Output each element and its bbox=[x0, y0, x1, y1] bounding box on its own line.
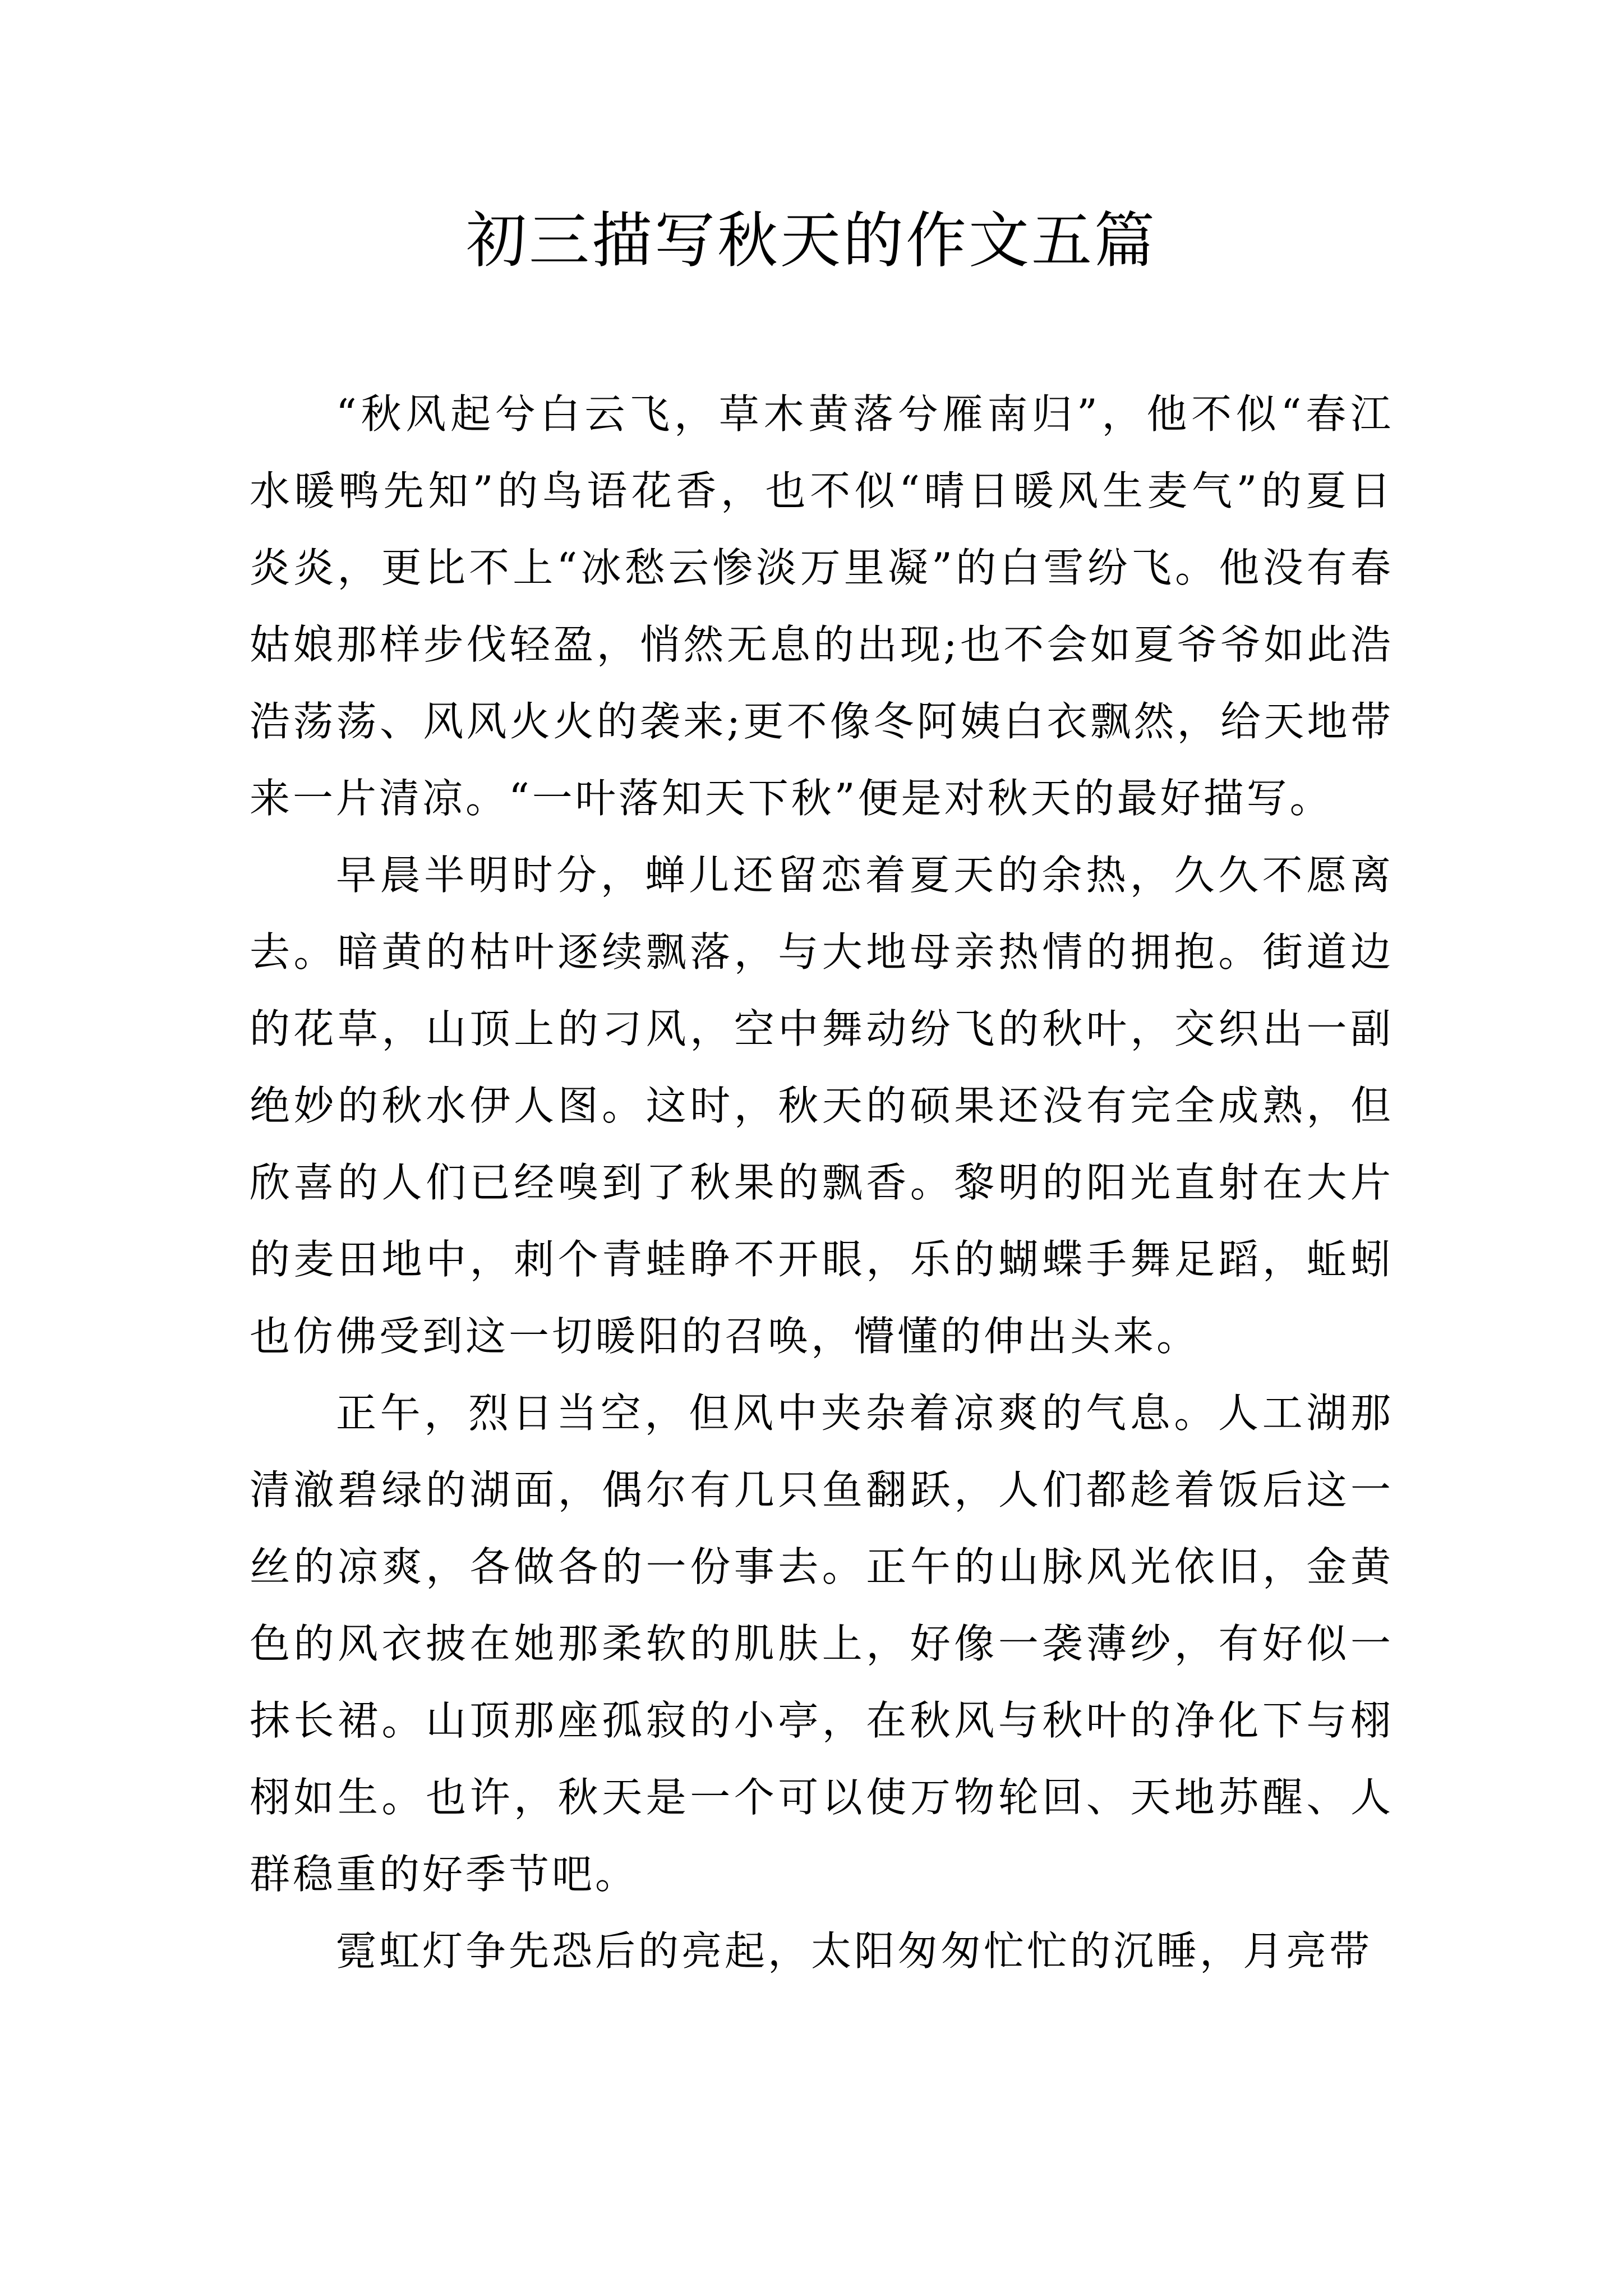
paragraph-3: 正午，烈日当空，但风中夹杂着凉爽的气息。人工湖那清澈碧绿的湖面，偶尔有几只鱼翻跃，人们都趁着饭后这一丝的凉爽，各做各的一份事去。正午的山脉风光依旧，金黄色的风衣披在她那柔软的肌肤上，好像一袭薄纱，有好似一抹长裙。山顶那座孤寂的小亭，在秋风与秋叶的净化下与栩栩如生。也许，秋天是一个可以使万物轮回、天地苏醒、人群稳重的好季节吧。 bbox=[250, 1389, 1394, 1898]
paragraph-4: 霓虹灯争先恐后的亮起，太阳匆匆忙忙的沉睡，月亮带 bbox=[336, 1927, 1373, 1975]
document-title: 初三描写秋天的作文五篇 bbox=[465, 206, 1157, 276]
paragraph-1: “秋风起兮白云飞，草木黄落兮雁南归”，他不似“春江水暖鸭先知”的鸟语花香，也不似“晴日暖风生麦气”的夏日炎炎，更比不上“冰愁云惨淡万里凝”的白雪纷飞。他没有春姑娘那样步伐轻盈，悄然无息的出现;也不会如夏爷爷如此浩浩荡荡、风风火火的袭来;更不像冬阿姨白衣飘然，给天地带来一片清凉。“一叶落知天下秋”便是对秋天的最好描写。 bbox=[250, 390, 1394, 822]
paragraph-2: 早晨半明时分，蝉儿还留恋着夏天的余热，久久不愿离去。暗黄的枯叶逐续飘落，与大地母亲热情的拥抱。街道边的花草，山顶上的刁风，空中舞动纷飞的秋叶，交织出一副绝妙的秋水伊人图。这时，秋天的硕果还没有完全成熟，但欣喜的人们已经嗅到了秋果的飘香。黎明的阳光直射在大片的麦田地中，刺个青蛙睁不开眼，乐的蝴蝶手舞足蹈，蚯蚓也仿佛受到这一切暖阳的召唤，懵懂的伸出头来。 bbox=[250, 852, 1394, 1360]
document-body bbox=[250, 376, 1394, 1990]
